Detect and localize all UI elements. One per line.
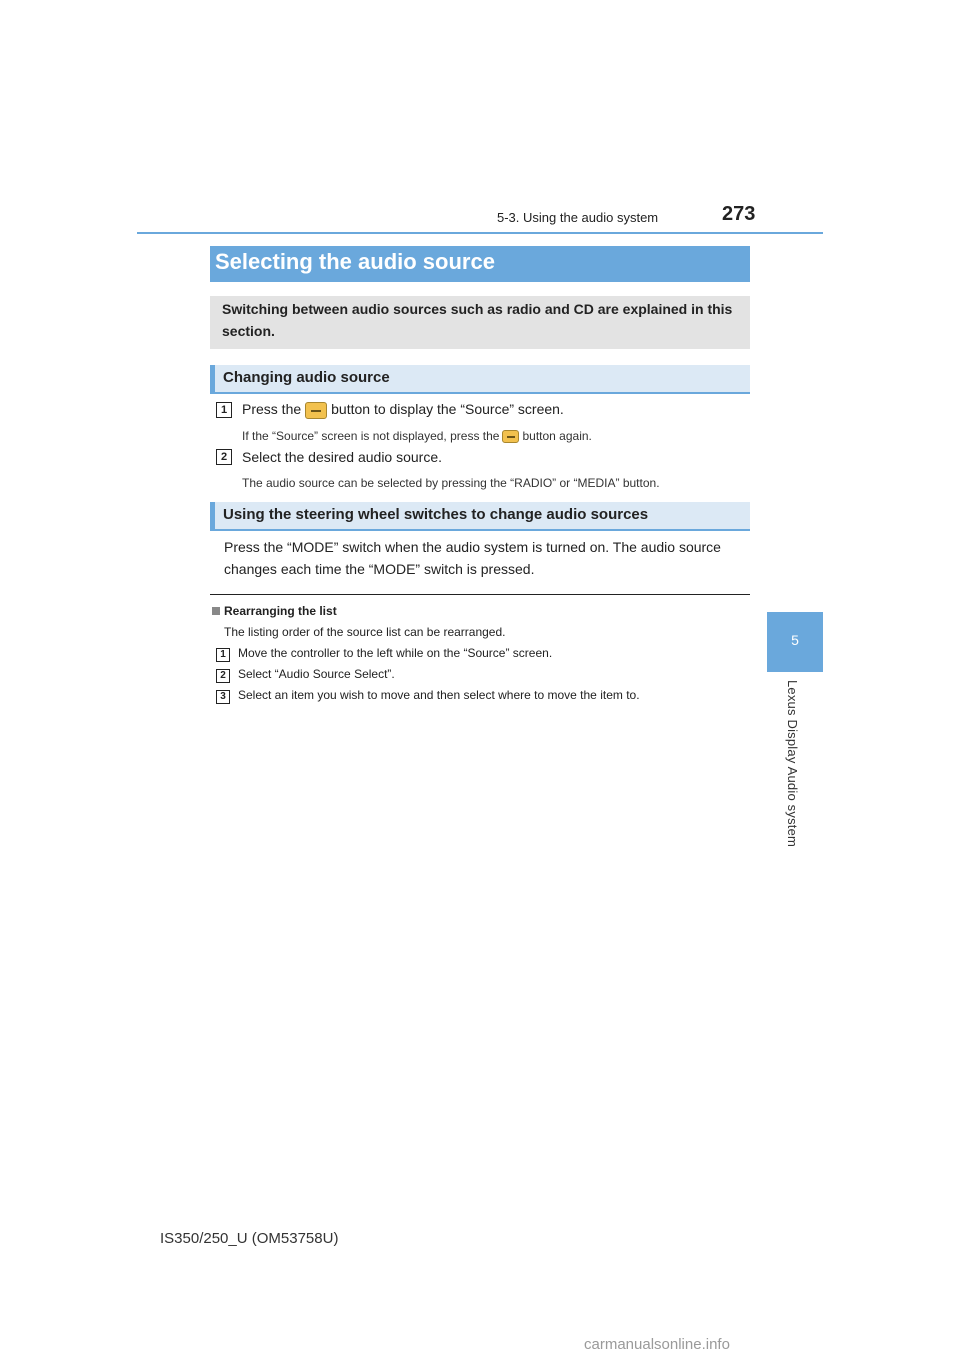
section-title: Selecting the audio source: [215, 249, 495, 274]
changing-heading: Changing audio source: [223, 369, 390, 386]
step-2-note: The audio source can be selected by pressing the “RADIO” or “MEDIA” button.: [242, 476, 660, 490]
watermark: carmanualsonline.info: [584, 1336, 730, 1353]
step-1-note-after: button again.: [522, 429, 592, 443]
chapter-label: Lexus Display Audio system: [785, 680, 800, 848]
step-1-text-before: Press the: [242, 401, 302, 417]
section-divider: [210, 594, 750, 595]
steering-heading: Using the steering wheel switches to change audio sources: [223, 506, 649, 523]
steering-heading-accent: [210, 502, 215, 531]
rearrange-intro: The listing order of the source list can be rearranged.: [224, 625, 506, 639]
rearrange-step-1-text: Move the controller to the left while on the “Source” screen.: [238, 646, 553, 660]
page-number: 273: [722, 203, 756, 225]
step-1-text-after: button to display the “Source” screen.: [331, 401, 564, 417]
chapter-number: 5: [791, 632, 799, 648]
source-button-icon: [305, 402, 327, 419]
rearrange-step-2-text: Select “Audio Source Select”.: [238, 667, 395, 681]
step-1-text: [242, 401, 564, 419]
source-button-icon: [502, 430, 519, 443]
rearrange-step-2-badge: 2: [216, 669, 230, 683]
rearrange-step-3-text: Select an item you wish to move and then select where to move the item to.: [238, 688, 640, 702]
square-bullet-icon: [212, 607, 220, 615]
steering-text-line-2: changes each time the “MODE” switch is pressed.: [224, 561, 535, 577]
running-head: 5-3. Using the audio system: [497, 210, 659, 225]
changing-heading-accent: [210, 365, 215, 394]
rearrange-title: Rearranging the list: [224, 604, 337, 618]
step-1-badge: 1: [216, 402, 232, 418]
rearrange-step-1-badge: 1: [216, 648, 230, 662]
step-2-badge: 2: [216, 449, 232, 465]
step-2-text: Select the desired audio source.: [242, 449, 443, 465]
step-1-note-before: If the “Source” screen is not displayed, press the: [242, 429, 500, 443]
step-1-note: [242, 429, 592, 443]
rearrange-step-3-badge: 3: [216, 690, 230, 704]
intro-text: Switching between audio sources such as radio and CD are explained in this section.: [222, 301, 733, 339]
footer-model-code: IS350/250_U (OM53758U): [160, 1230, 339, 1247]
steering-text-line-1: Press the “MODE” switch when the audio system is turned on. The audio source: [224, 539, 721, 555]
header-rule: [137, 232, 823, 234]
